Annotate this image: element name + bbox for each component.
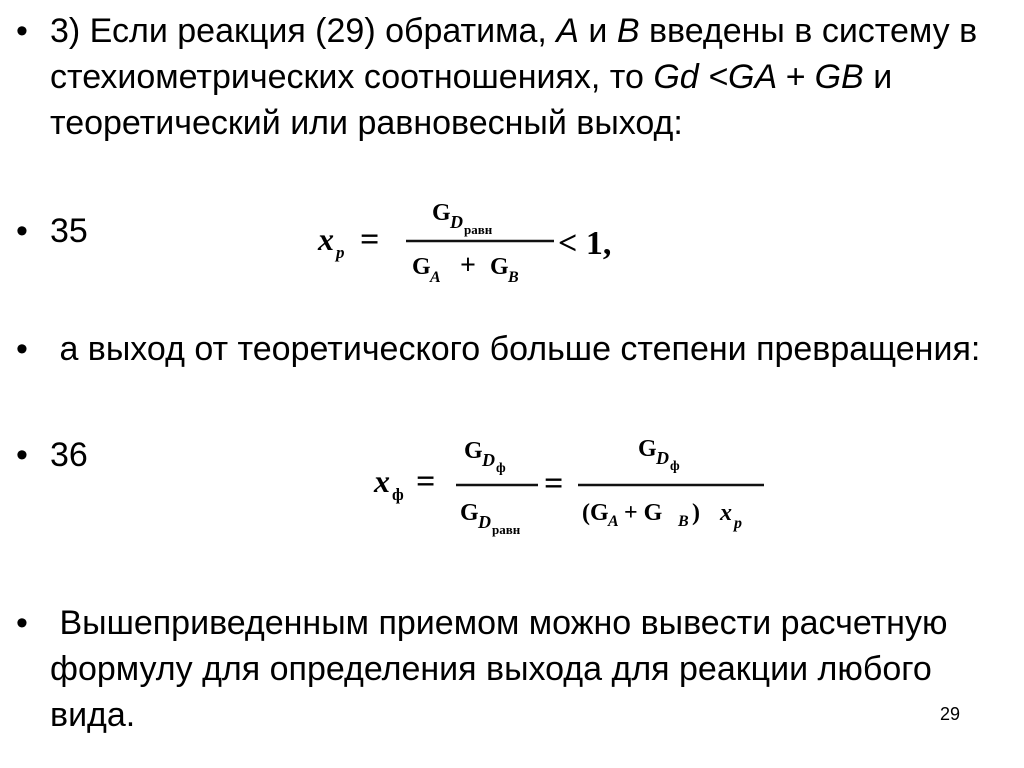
formula-36-lhs: x <box>374 463 390 499</box>
formula-35-lhs: x <box>318 221 334 257</box>
formula-36-f2-num-subsub: ф <box>670 459 680 474</box>
formula-35-den-a-sub: A <box>430 269 441 286</box>
formula-36-f1-num: G <box>464 438 483 464</box>
formula-36-equals-2: = <box>544 465 564 502</box>
formula-35-num: G <box>432 200 451 226</box>
formula-36 <box>368 428 788 548</box>
formula-35-lhs-sub: р <box>336 243 345 262</box>
bullet-3-text: а выход от теоретического больше степени превращения: <box>50 330 981 368</box>
formula-36-f2-den-b-sub: B <box>678 513 689 530</box>
formula-36-lhs-sub: ф <box>392 485 404 504</box>
formula-36-f2-den-x-sub: р <box>734 515 742 532</box>
bullet-2-text: 35 <box>50 212 88 250</box>
formula-36-f2-den-a-sub: A <box>608 513 619 530</box>
formula-35-plus: + <box>460 250 476 281</box>
bullet-symbol: • <box>16 330 28 368</box>
formula-35-den-a: G <box>412 254 431 280</box>
slide-number: 29 <box>940 704 961 724</box>
formula-36-f2-den-plus: + G <box>624 500 663 526</box>
bullet-1-part-6: Gd <GA + GB <box>653 58 864 96</box>
formula-36-equals: = <box>416 463 436 500</box>
bullet-5-text: Вышеприведенным приемом можно вывести расчетную формулу для определения выхода для реакции любого вида. <box>50 604 957 734</box>
bullet-symbol: • <box>16 212 28 250</box>
formula-36-f1-den-subsub: равн <box>492 522 521 537</box>
bullet-symbol: • <box>16 12 28 50</box>
bullet-1-part-1: 3) Если реакция (29) обратима, <box>50 12 557 50</box>
bullet-1-part-3: и <box>578 12 617 50</box>
bullet-1-part-4: B <box>616 12 640 50</box>
formula-35-num-sub: D <box>450 212 463 232</box>
formula-36-f1-den-sub: D <box>478 512 491 532</box>
formula-35 <box>310 190 670 290</box>
formula-36-f1-num-subsub: ф <box>496 461 506 476</box>
formula-35-equals: = <box>360 221 380 258</box>
bullet-1-part-2: A <box>556 12 579 50</box>
formula-36-f1-num-sub: D <box>482 450 495 470</box>
bullet-1-text <box>50 8 1000 146</box>
formula-36-f2-den-open: (G <box>582 500 609 526</box>
bullet-1-part-5: введены в систему в стехиометрических соотношениях, то <box>50 12 987 96</box>
bullet-1-part-7: и теоретический или равновесный выход: <box>50 58 902 142</box>
formula-36-f2-num: G <box>638 436 657 462</box>
bullet-4-text: 36 <box>50 436 88 474</box>
formula-35-num-subsub: равн <box>464 222 493 237</box>
formula-36-f2-num-sub: D <box>656 448 669 468</box>
formula-36-f2-den-x: x <box>720 500 732 526</box>
formula-36-f2-den-close: ) <box>692 500 700 526</box>
bullet-symbol: • <box>16 604 28 642</box>
formula-35-tail: < 1, <box>558 225 612 262</box>
bullet-symbol: • <box>16 436 28 474</box>
formula-35-den-b-sub: B <box>508 269 519 286</box>
formula-36-f1-den: G <box>460 500 479 526</box>
formula-35-den-b: G <box>490 254 509 280</box>
